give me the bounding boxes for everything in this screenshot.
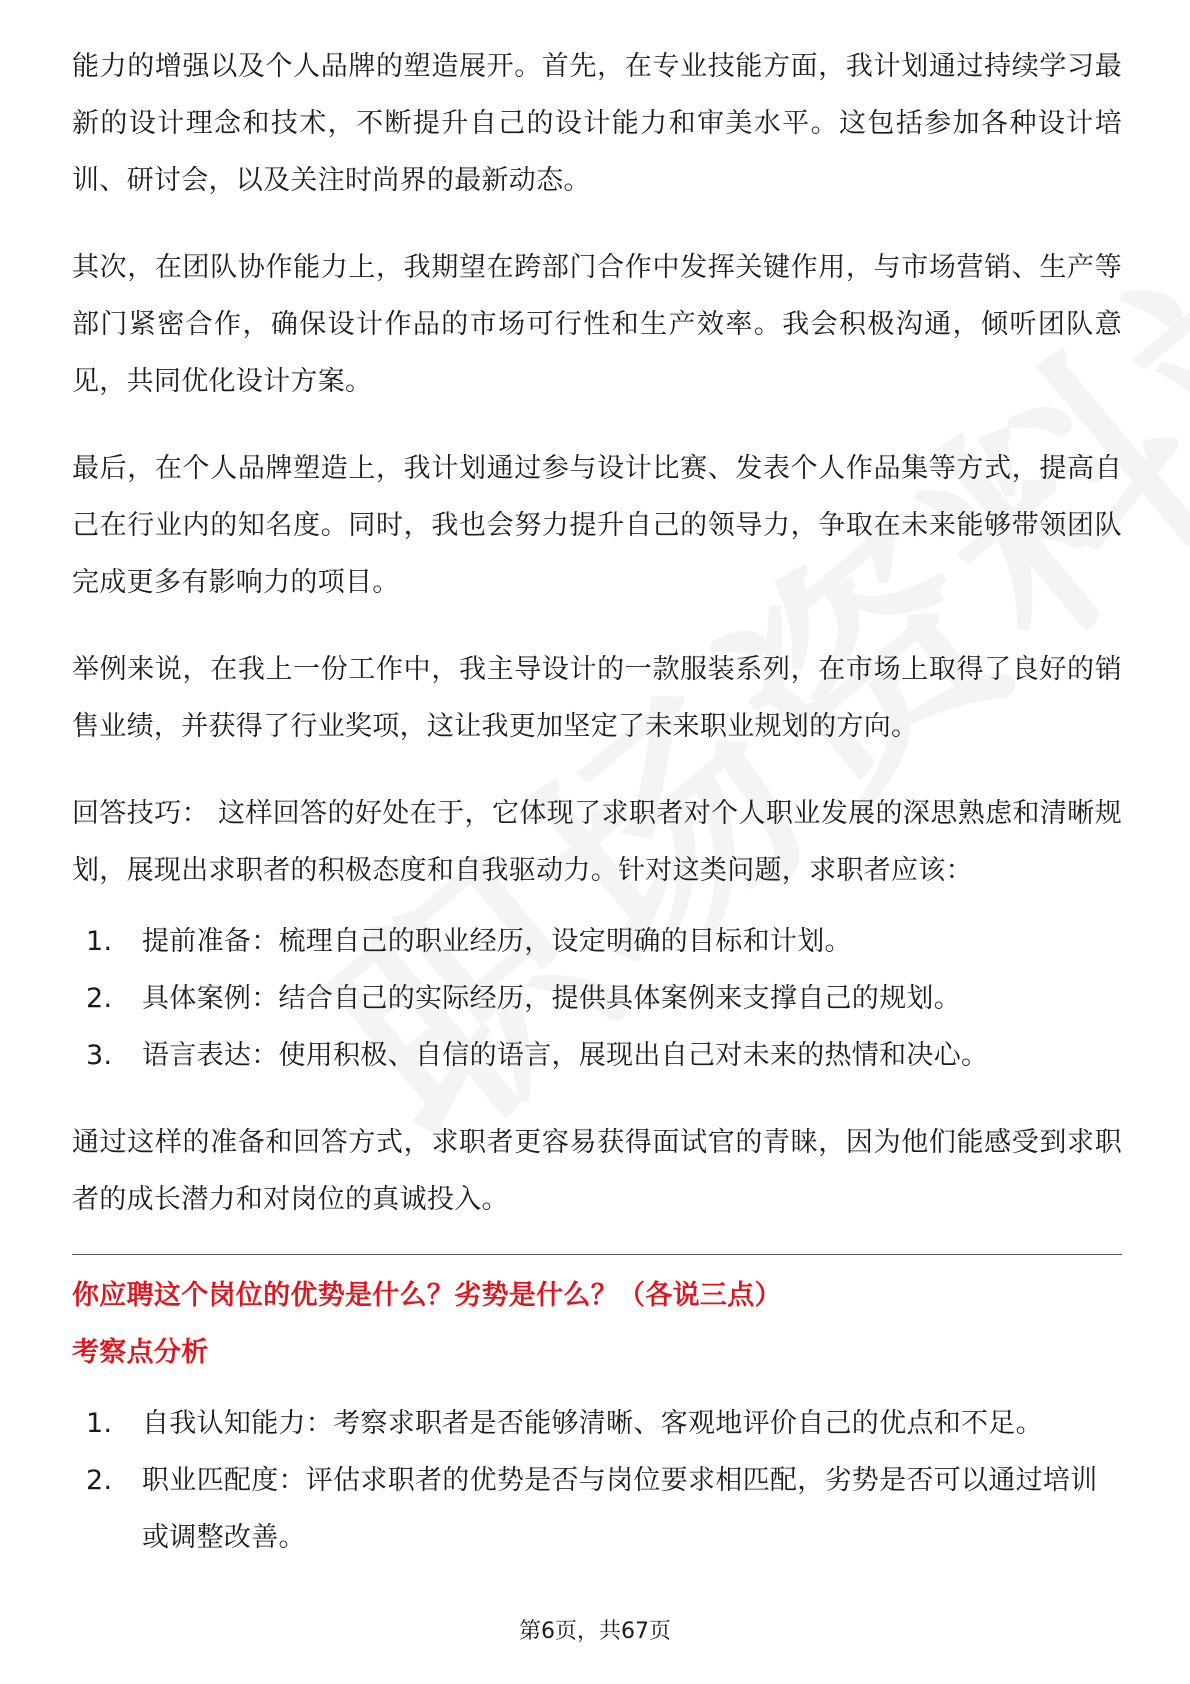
list-item — [72, 970, 1122, 1027]
question-heading: 你应聘这个岗位的优势是什么？劣势是什么？（各说三点） — [72, 1280, 782, 1311]
paragraph-3: 最后，在个人品牌塑造上，我计划通过参与设计比赛、发表个人作品集等方式，提高自己在行业内的知名度。同时，我也会努力提升自己的领导力，争取在未来能够带领团队完成更多有影响力的项目。 — [72, 453, 1122, 598]
list-number: 2. — [86, 1465, 113, 1496]
list-text: 语言表达：使用积极、自信的语言，展现出自己对未来的热情和决心。 — [142, 1040, 989, 1071]
list-text: 自我认知能力：考察求职者是否能够清晰、客观地评价自己的优点和不足。 — [142, 1408, 1043, 1439]
list-number: 3. — [86, 1040, 113, 1071]
paragraph-1: 能力的增强以及个人品牌的塑造展开。首先，在专业技能方面，我计划通过持续学习最新的设计理念和技术，不断提升自己的设计能力和审美水平。这包括参加各种设计培训、研讨会，以及关注时尚界的最新动态。 — [72, 51, 1122, 196]
list-item — [72, 1395, 1122, 1452]
tips-list — [72, 913, 1122, 1084]
section-divider — [72, 1254, 1122, 1255]
list-text: 职业匹配度：评估求职者的优势是否与岗位要求相匹配，劣势是否可以通过培训或调整改善。 — [142, 1465, 1098, 1553]
list-item — [72, 1027, 1122, 1084]
paragraph-4: 举例来说，在我上一份工作中，我主导设计的一款服装系列，在市场上取得了良好的销售业绩，并获得了行业奖项，这让我更加坚定了未来职业规划的方向。 — [72, 654, 1122, 742]
list-text: 提前准备：梳理自己的职业经历，设定明确的目标和计划。 — [142, 926, 852, 957]
document-page — [72, 38, 1122, 1596]
page-footer: 第6页，共67页 — [519, 1619, 671, 1644]
list-number: 1. — [86, 926, 113, 957]
list-item — [72, 1452, 1122, 1566]
list-text: 具体案例：结合自己的实际经历，提供具体案例来支撑自己的规划。 — [142, 983, 961, 1014]
list-number: 2. — [86, 983, 113, 1014]
paragraph-2: 其次，在团队协作能力上，我期望在跨部门合作中发挥关键作用，与市场营销、生产等部门紧密合作，确保设计作品的市场可行性和生产效率。我会积极沟通，倾听团队意见，共同优化设计方案。 — [72, 252, 1122, 397]
analysis-heading: 考察点分析 — [72, 1337, 209, 1368]
answer-tips-paragraph: 回答技巧： 这样回答的好处在于，它体现了求职者对个人职业发展的深思熟虑和清晰规划，展现出求职者的积极态度和自我驱动力。针对这类问题，求职者应该： — [72, 798, 1122, 886]
closing-paragraph: 通过这样的准备和回答方式，求职者更容易获得面试官的青睐，因为他们能感受到求职者的成长潜力和对岗位的真诚投入。 — [72, 1127, 1122, 1215]
analysis-list — [72, 1395, 1122, 1566]
list-item — [72, 913, 1122, 970]
list-number: 1. — [86, 1408, 113, 1439]
